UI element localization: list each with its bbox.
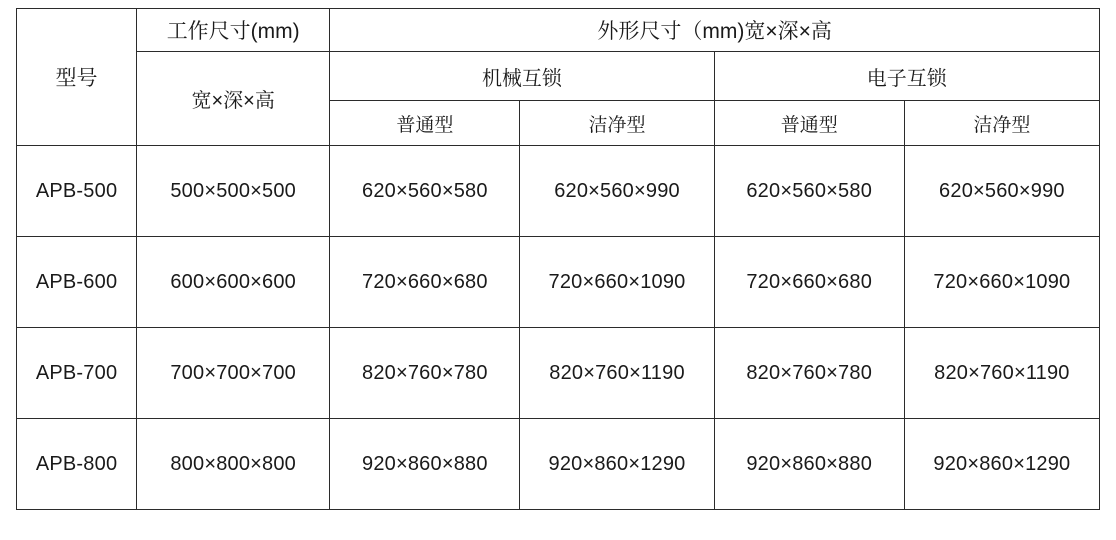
cell-electronic-normal: 620×560×580 — [714, 146, 904, 237]
column-header-outer-size: 外形尺寸（mm)宽×深×高 — [330, 9, 1100, 52]
column-header-electronic-clean: 洁净型 — [904, 101, 1099, 146]
table-body — [17, 146, 1100, 510]
cell-mechanical-normal: 720×660×680 — [330, 237, 520, 328]
cell-mechanical-clean: 920×860×1290 — [520, 419, 714, 510]
column-header-work-size: 工作尺寸(mm) — [137, 9, 330, 52]
column-header-mechanical-interlock: 机械互锁 — [330, 52, 714, 101]
table-header — [17, 9, 1100, 146]
table-header-row-1 — [17, 9, 1100, 52]
cell-electronic-normal: 820×760×780 — [714, 328, 904, 419]
cell-electronic-normal: 920×860×880 — [714, 419, 904, 510]
cell-mechanical-clean: 720×660×1090 — [520, 237, 714, 328]
cell-mechanical-normal: 820×760×780 — [330, 328, 520, 419]
column-header-mechanical-clean: 洁净型 — [520, 101, 714, 146]
cell-mechanical-normal: 920×860×880 — [330, 419, 520, 510]
table-header-row-2 — [17, 52, 1100, 101]
column-header-electronic-interlock: 电子互锁 — [714, 52, 1099, 101]
column-header-model: 型号 — [17, 9, 137, 146]
cell-mechanical-clean: 820×760×1190 — [520, 328, 714, 419]
cell-work-size: 500×500×500 — [137, 146, 330, 237]
cell-mechanical-normal: 620×560×580 — [330, 146, 520, 237]
specification-table — [16, 8, 1100, 510]
cell-electronic-clean: 920×860×1290 — [904, 419, 1099, 510]
cell-work-size: 800×800×800 — [137, 419, 330, 510]
cell-work-size: 600×600×600 — [137, 237, 330, 328]
table-row — [17, 328, 1100, 419]
table-row — [17, 146, 1100, 237]
spec-table-page — [0, 8, 1116, 540]
cell-model: APB-700 — [17, 328, 137, 419]
cell-electronic-clean: 820×760×1190 — [904, 328, 1099, 419]
table-row — [17, 237, 1100, 328]
cell-model: APB-800 — [17, 419, 137, 510]
column-header-mechanical-normal: 普通型 — [330, 101, 520, 146]
cell-work-size: 700×700×700 — [137, 328, 330, 419]
cell-electronic-normal: 720×660×680 — [714, 237, 904, 328]
cell-model: APB-600 — [17, 237, 137, 328]
cell-mechanical-clean: 620×560×990 — [520, 146, 714, 237]
cell-electronic-clean: 720×660×1090 — [904, 237, 1099, 328]
column-header-work-size-sub: 宽×深×高 — [137, 52, 330, 146]
table-row — [17, 419, 1100, 510]
column-header-electronic-normal: 普通型 — [714, 101, 904, 146]
cell-electronic-clean: 620×560×990 — [904, 146, 1099, 237]
cell-model: APB-500 — [17, 146, 137, 237]
